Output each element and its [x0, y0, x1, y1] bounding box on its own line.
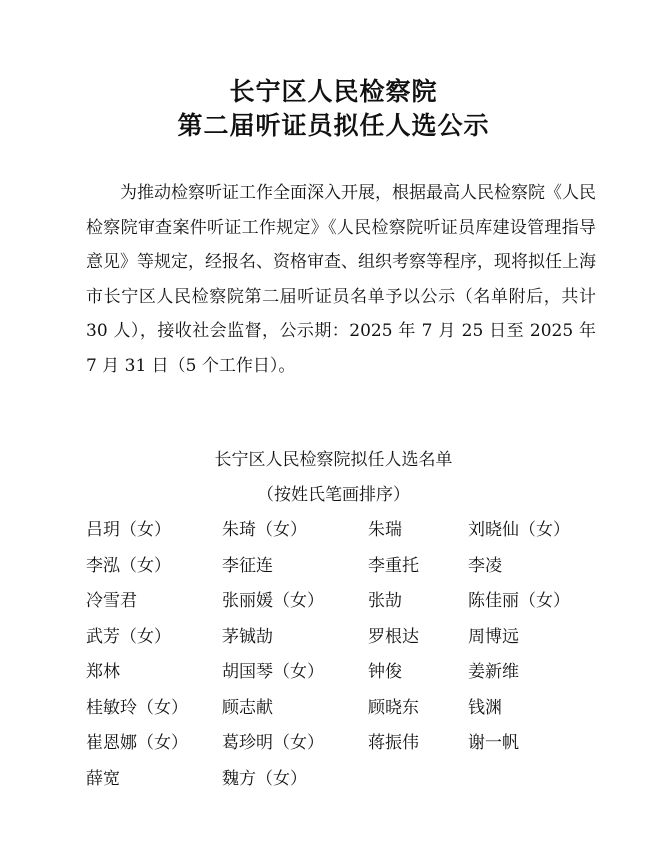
name-list-item: 崔恩娜（女） [86, 733, 188, 754]
name-list-item: 魏方（女） [222, 768, 307, 789]
name-list-item: 李凌 [468, 555, 502, 576]
name-list-item: 薛宽 [86, 768, 120, 789]
name-list-subtitle: （按姓氏笔画排序） [257, 485, 410, 505]
name-list-item: 冷雪君 [86, 591, 137, 612]
name-list-item: 钱渊 [468, 697, 502, 718]
name-list-item: 姜新维 [468, 662, 519, 683]
name-list-item: 罗根达 [368, 626, 419, 647]
name-list-item: 葛珍明（女） [222, 733, 324, 754]
name-list-item: 李泓（女） [86, 555, 171, 576]
name-list-item: 朱瑞 [368, 520, 402, 541]
name-list-item: 陈佳丽（女） [468, 591, 570, 612]
name-list-item: 钟俊 [368, 662, 402, 683]
name-list-item: 顾晓东 [368, 697, 419, 718]
name-list-item: 张丽媛（女） [222, 591, 324, 612]
document-subtitle: 第二届听证员拟任人选公示 [177, 111, 490, 140]
name-list-item: 李征连 [222, 555, 273, 576]
announcement-paragraph: 为推动检察听证工作全面深入开展，根据最高人民检察院《人民检察院审查案件听证工作规定》《人民检察院听证员库建设管理指导意见》等规定，经报名、资格审查、组织考察等程序，现将拟任上海市长宁区人民检察院第二届听证员名单予以公示（名单附后，共计 30 人），接收社会监督，公示期：2025 年 7 月 25 日至 2025 年 7 月 31 日（5 个工作日）。 [86, 183, 596, 376]
name-list-item: 刘晓仙（女） [468, 520, 570, 541]
name-list-item: 朱琦（女） [222, 520, 307, 541]
name-list-item: 胡国琴（女） [222, 662, 324, 683]
name-list-item: 谢一帆 [468, 733, 519, 754]
name-list-item: 李重托 [368, 555, 419, 576]
name-list-item: 郑林 [86, 662, 120, 683]
name-list [86, 510, 626, 794]
name-list-item: 蒋振伟 [368, 733, 419, 754]
name-list-item: 武芳（女） [86, 626, 171, 647]
name-list-item: 顾志献 [222, 697, 273, 718]
announcement-body [86, 176, 596, 384]
name-list-item: 周博远 [468, 626, 519, 647]
document-title: 长宁区人民检察院 [229, 77, 438, 106]
name-list-title: 长宁区人民检察院拟任人选名单 [214, 450, 453, 470]
name-list-item: 张劼 [368, 591, 402, 612]
name-list-item: 茅铖劼 [222, 626, 273, 647]
name-list-item: 桂敏玲（女） [86, 697, 188, 718]
name-list-item: 吕玥（女） [86, 520, 171, 541]
